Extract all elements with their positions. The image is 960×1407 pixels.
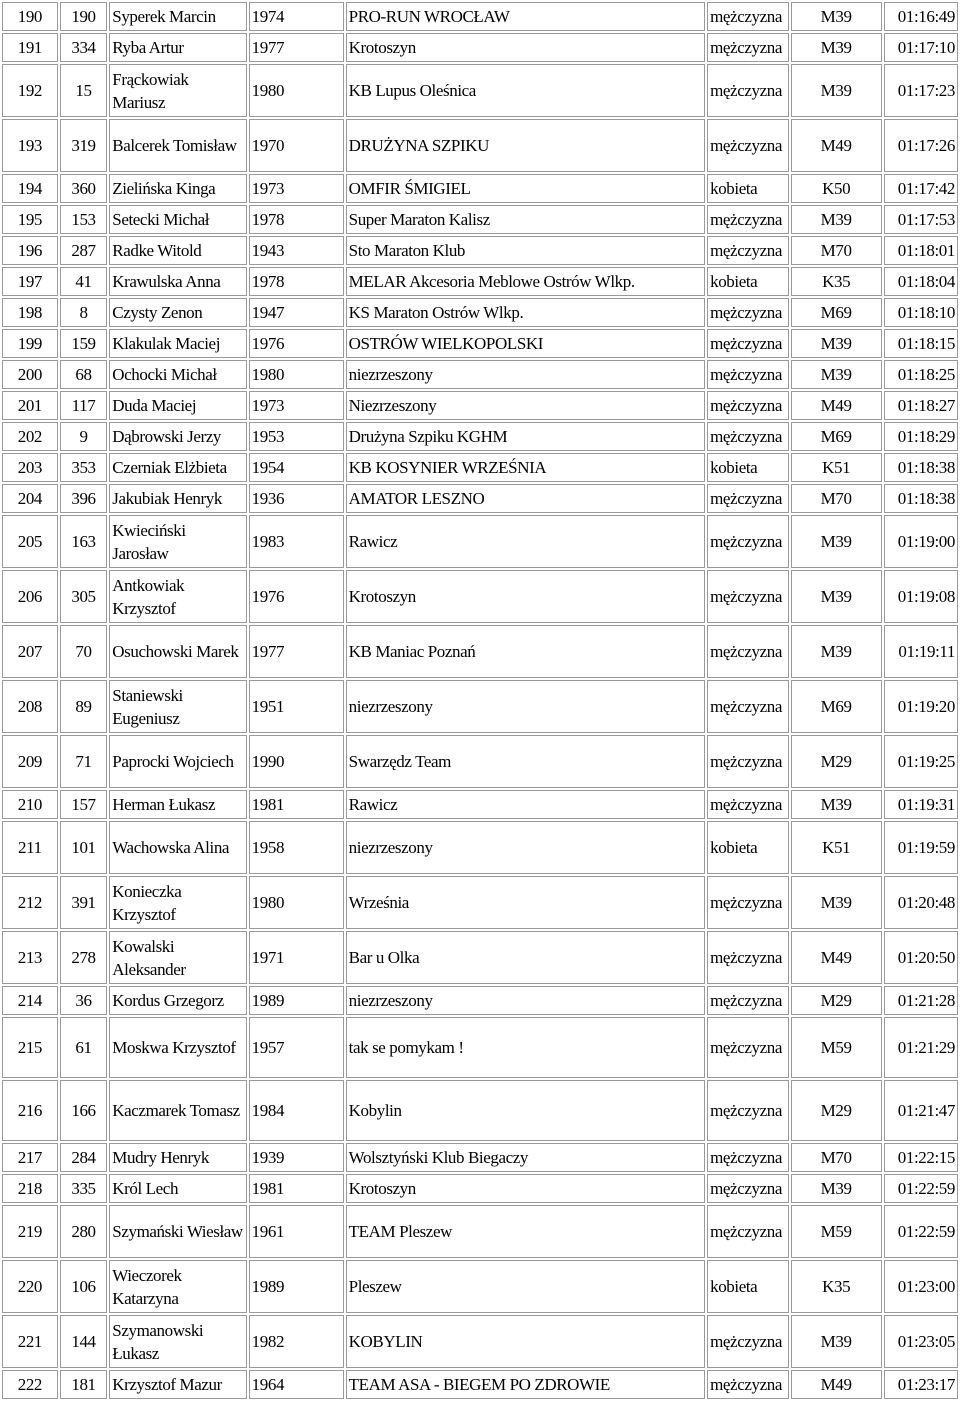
finish-time-cell: 01:17:10 [884,33,958,62]
gender-cell: kobieta [707,453,789,482]
birth-year-cell: 1981 [249,790,344,819]
name-cell: Czysty Zenon [109,298,246,327]
table-row [2,1260,958,1313]
name-cell: Jakubiak Henryk [109,484,246,513]
category-cell: M39 [791,329,882,358]
name-cell: Setecki Michał [109,205,246,234]
position-cell: 216 [2,1080,58,1141]
finish-time-cell: 01:17:42 [884,174,958,203]
position-cell: 205 [2,515,58,568]
gender-cell: mężczyzna [707,33,789,62]
bib-number-cell: 61 [60,1017,108,1078]
finish-time-cell: 01:21:47 [884,1080,958,1141]
finish-time-cell: 01:19:08 [884,570,958,623]
club-cell: Września [346,876,705,929]
position-cell: 207 [2,625,58,678]
gender-cell: mężczyzna [707,484,789,513]
club-cell: Drużyna Szpiku KGHM [346,422,705,451]
table-row [2,790,958,819]
gender-cell: mężczyzna [707,735,789,788]
bib-number-cell: 280 [60,1205,108,1258]
birth-year-cell: 1984 [249,1080,344,1141]
club-cell: Rawicz [346,790,705,819]
category-cell: M29 [791,1080,882,1141]
bib-number-cell: 70 [60,625,108,678]
club-cell: niezrzeszony [346,360,705,389]
birth-year-cell: 1957 [249,1017,344,1078]
gender-cell: mężczyzna [707,422,789,451]
category-cell: M70 [791,1143,882,1172]
bib-number-cell: 353 [60,453,108,482]
table-row [2,1143,958,1172]
bib-number-cell: 8 [60,298,108,327]
table-row [2,174,958,203]
table-row [2,1174,958,1203]
table-row [2,1017,958,1078]
name-cell: Zielińska Kinga [109,174,246,203]
gender-cell: kobieta [707,174,789,203]
bib-number-cell: 334 [60,33,108,62]
gender-cell: mężczyzna [707,931,789,984]
table-row [2,1315,958,1368]
name-cell: Kaczmarek Tomasz [109,1080,246,1141]
name-cell: Krawulska Anna [109,267,246,296]
club-cell: Pleszew [346,1260,705,1313]
finish-time-cell: 01:17:23 [884,64,958,117]
club-cell: AMATOR LESZNO [346,484,705,513]
gender-cell: mężczyzna [707,1205,789,1258]
birth-year-cell: 1953 [249,422,344,451]
bib-number-cell: 166 [60,1080,108,1141]
bib-number-cell: 41 [60,267,108,296]
position-cell: 200 [2,360,58,389]
position-cell: 201 [2,391,58,420]
club-cell: TEAM Pleszew [346,1205,705,1258]
bib-number-cell: 101 [60,821,108,874]
name-cell: Wieczorek Katarzyna [109,1260,246,1313]
club-cell: Wolsztyński Klub Biegaczy [346,1143,705,1172]
gender-cell: mężczyzna [707,515,789,568]
birth-year-cell: 1978 [249,205,344,234]
table-row [2,267,958,296]
table-row [2,205,958,234]
position-cell: 199 [2,329,58,358]
birth-year-cell: 1973 [249,391,344,420]
table-row [2,33,958,62]
gender-cell: mężczyzna [707,64,789,117]
birth-year-cell: 1961 [249,1205,344,1258]
name-cell: Paprocki Wojciech [109,735,246,788]
club-cell: OSTRÓW WIELKOPOLSKI [346,329,705,358]
table-row [2,298,958,327]
category-cell: M39 [791,876,882,929]
bib-number-cell: 163 [60,515,108,568]
finish-time-cell: 01:23:00 [884,1260,958,1313]
table-row [2,453,958,482]
category-cell: M69 [791,298,882,327]
position-cell: 203 [2,453,58,482]
name-cell: Konieczka Krzysztof [109,876,246,929]
table-row [2,329,958,358]
birth-year-cell: 1939 [249,1143,344,1172]
table-row [2,119,958,172]
birth-year-cell: 1981 [249,1174,344,1203]
position-cell: 218 [2,1174,58,1203]
club-cell: DRUŻYNA SZPIKU [346,119,705,172]
name-cell: Kordus Grzegorz [109,986,246,1015]
birth-year-cell: 1943 [249,236,344,265]
category-cell: M59 [791,1017,882,1078]
club-cell: Swarzędz Team [346,735,705,788]
finish-time-cell: 01:18:04 [884,267,958,296]
category-cell: M39 [791,33,882,62]
club-cell: MELAR Akcesoria Meblowe Ostrów Wlkp. [346,267,705,296]
club-cell: OMFIR ŚMIGIEL [346,174,705,203]
finish-time-cell: 01:19:20 [884,680,958,733]
club-cell: Bar u Olka [346,931,705,984]
bib-number-cell: 360 [60,174,108,203]
bib-number-cell: 181 [60,1370,108,1399]
club-cell: niezrzeszony [346,986,705,1015]
finish-time-cell: 01:16:49 [884,2,958,31]
name-cell: Klakulak Maciej [109,329,246,358]
name-cell: Duda Maciej [109,391,246,420]
table-row [2,931,958,984]
finish-time-cell: 01:19:25 [884,735,958,788]
category-cell: M39 [791,515,882,568]
bib-number-cell: 287 [60,236,108,265]
position-cell: 195 [2,205,58,234]
name-cell: Frąckowiak Mariusz [109,64,246,117]
finish-time-cell: 01:23:17 [884,1370,958,1399]
birth-year-cell: 1982 [249,1315,344,1368]
table-row [2,986,958,1015]
name-cell: Herman Łukasz [109,790,246,819]
category-cell: M69 [791,422,882,451]
club-cell: niezrzeszony [346,680,705,733]
position-cell: 212 [2,876,58,929]
club-cell: KB Maniac Poznań [346,625,705,678]
club-cell: PRO-RUN WROCŁAW [346,2,705,31]
gender-cell: mężczyzna [707,1017,789,1078]
bib-number-cell: 9 [60,422,108,451]
category-cell: K35 [791,1260,882,1313]
finish-time-cell: 01:18:10 [884,298,958,327]
position-cell: 217 [2,1143,58,1172]
table-row [2,236,958,265]
position-cell: 204 [2,484,58,513]
finish-time-cell: 01:19:00 [884,515,958,568]
name-cell: Wachowska Alina [109,821,246,874]
birth-year-cell: 1958 [249,821,344,874]
position-cell: 221 [2,1315,58,1368]
table-row [2,360,958,389]
gender-cell: mężczyzna [707,2,789,31]
club-cell: KOBYLIN [346,1315,705,1368]
category-cell: M29 [791,735,882,788]
bib-number-cell: 15 [60,64,108,117]
position-cell: 198 [2,298,58,327]
name-cell: Szymański Wiesław [109,1205,246,1258]
name-cell: Radke Witold [109,236,246,265]
table-row [2,1205,958,1258]
finish-time-cell: 01:17:53 [884,205,958,234]
bib-number-cell: 190 [60,2,108,31]
birth-year-cell: 1947 [249,298,344,327]
table-row [2,391,958,420]
birth-year-cell: 1973 [249,174,344,203]
category-cell: M39 [791,64,882,117]
bib-number-cell: 36 [60,986,108,1015]
bib-number-cell: 159 [60,329,108,358]
finish-time-cell: 01:17:26 [884,119,958,172]
table-row [2,735,958,788]
bib-number-cell: 153 [60,205,108,234]
name-cell: Moskwa Krzysztof [109,1017,246,1078]
gender-cell: mężczyzna [707,1143,789,1172]
birth-year-cell: 1976 [249,329,344,358]
gender-cell: mężczyzna [707,329,789,358]
name-cell: Antkowiak Krzysztof [109,570,246,623]
birth-year-cell: 1989 [249,986,344,1015]
finish-time-cell: 01:18:38 [884,453,958,482]
bib-number-cell: 284 [60,1143,108,1172]
gender-cell: mężczyzna [707,1174,789,1203]
birth-year-cell: 1980 [249,876,344,929]
birth-year-cell: 1970 [249,119,344,172]
club-cell: Krotoszyn [346,570,705,623]
category-cell: M49 [791,119,882,172]
name-cell: Czerniak Elżbieta [109,453,246,482]
finish-time-cell: 01:19:31 [884,790,958,819]
results-body [2,2,958,1399]
position-cell: 202 [2,422,58,451]
birth-year-cell: 1980 [249,360,344,389]
position-cell: 193 [2,119,58,172]
club-cell: Sto Maraton Klub [346,236,705,265]
category-cell: K50 [791,174,882,203]
table-row [2,515,958,568]
table-row [2,680,958,733]
name-cell: Krzysztof Mazur [109,1370,246,1399]
birth-year-cell: 1936 [249,484,344,513]
bib-number-cell: 305 [60,570,108,623]
category-cell: M39 [791,790,882,819]
birth-year-cell: 1954 [249,453,344,482]
table-row [2,570,958,623]
club-cell: Rawicz [346,515,705,568]
name-cell: Kwieciński Jarosław [109,515,246,568]
table-row [2,422,958,451]
finish-time-cell: 01:22:59 [884,1205,958,1258]
gender-cell: mężczyzna [707,391,789,420]
club-cell: TEAM ASA - BIEGEM PO ZDROWIE [346,1370,705,1399]
birth-year-cell: 1983 [249,515,344,568]
position-cell: 215 [2,1017,58,1078]
bib-number-cell: 335 [60,1174,108,1203]
gender-cell: mężczyzna [707,790,789,819]
name-cell: Syperek Marcin [109,2,246,31]
club-cell: Krotoszyn [346,33,705,62]
position-cell: 214 [2,986,58,1015]
category-cell: M69 [791,680,882,733]
position-cell: 211 [2,821,58,874]
name-cell: Dąbrowski Jerzy [109,422,246,451]
category-cell: M39 [791,1315,882,1368]
club-cell: Super Maraton Kalisz [346,205,705,234]
table-row [2,64,958,117]
position-cell: 206 [2,570,58,623]
finish-time-cell: 01:19:59 [884,821,958,874]
category-cell: M49 [791,931,882,984]
birth-year-cell: 1976 [249,570,344,623]
table-row [2,876,958,929]
birth-year-cell: 1978 [249,267,344,296]
position-cell: 220 [2,1260,58,1313]
birth-year-cell: 1989 [249,1260,344,1313]
position-cell: 196 [2,236,58,265]
category-cell: K35 [791,267,882,296]
position-cell: 219 [2,1205,58,1258]
club-cell: KB Lupus Oleśnica [346,64,705,117]
finish-time-cell: 01:19:11 [884,625,958,678]
bib-number-cell: 319 [60,119,108,172]
name-cell: Kowalski Aleksander [109,931,246,984]
position-cell: 197 [2,267,58,296]
position-cell: 192 [2,64,58,117]
position-cell: 194 [2,174,58,203]
finish-time-cell: 01:22:15 [884,1143,958,1172]
club-cell: Krotoszyn [346,1174,705,1203]
name-cell: Ryba Artur [109,33,246,62]
finish-time-cell: 01:18:15 [884,329,958,358]
bib-number-cell: 278 [60,931,108,984]
bib-number-cell: 71 [60,735,108,788]
category-cell: M59 [791,1205,882,1258]
category-cell: M49 [791,391,882,420]
category-cell: M70 [791,236,882,265]
name-cell: Staniewski Eugeniusz [109,680,246,733]
table-row [2,1370,958,1399]
bib-number-cell: 117 [60,391,108,420]
club-cell: Kobylin [346,1080,705,1141]
club-cell: tak se pomykam ! [346,1017,705,1078]
bib-number-cell: 391 [60,876,108,929]
gender-cell: mężczyzna [707,986,789,1015]
gender-cell: kobieta [707,821,789,874]
category-cell: M39 [791,205,882,234]
table-row [2,2,958,31]
category-cell: M39 [791,360,882,389]
gender-cell: mężczyzna [707,680,789,733]
position-cell: 213 [2,931,58,984]
gender-cell: kobieta [707,267,789,296]
name-cell: Król Lech [109,1174,246,1203]
name-cell: Szymanowski Łukasz [109,1315,246,1368]
bib-number-cell: 68 [60,360,108,389]
category-cell: K51 [791,821,882,874]
position-cell: 191 [2,33,58,62]
club-cell: Niezrzeszony [346,391,705,420]
gender-cell: mężczyzna [707,236,789,265]
gender-cell: kobieta [707,1260,789,1313]
position-cell: 209 [2,735,58,788]
birth-year-cell: 1971 [249,931,344,984]
finish-time-cell: 01:23:05 [884,1315,958,1368]
gender-cell: mężczyzna [707,119,789,172]
table-row [2,1080,958,1141]
finish-time-cell: 01:18:38 [884,484,958,513]
club-cell: KB KOSYNIER WRZEŚNIA [346,453,705,482]
table-row [2,625,958,678]
finish-time-cell: 01:18:27 [884,391,958,420]
bib-number-cell: 157 [60,790,108,819]
birth-year-cell: 1977 [249,625,344,678]
category-cell: M70 [791,484,882,513]
gender-cell: mężczyzna [707,298,789,327]
gender-cell: mężczyzna [707,1315,789,1368]
bib-number-cell: 106 [60,1260,108,1313]
birth-year-cell: 1990 [249,735,344,788]
birth-year-cell: 1964 [249,1370,344,1399]
bib-number-cell: 144 [60,1315,108,1368]
finish-time-cell: 01:21:28 [884,986,958,1015]
finish-time-cell: 01:20:48 [884,876,958,929]
finish-time-cell: 01:18:25 [884,360,958,389]
table-row [2,821,958,874]
birth-year-cell: 1980 [249,64,344,117]
gender-cell: mężczyzna [707,360,789,389]
category-cell: M39 [791,570,882,623]
position-cell: 190 [2,2,58,31]
gender-cell: mężczyzna [707,625,789,678]
name-cell: Osuchowski Marek [109,625,246,678]
category-cell: M39 [791,625,882,678]
category-cell: M39 [791,1174,882,1203]
finish-time-cell: 01:18:01 [884,236,958,265]
name-cell: Mudry Henryk [109,1143,246,1172]
gender-cell: mężczyzna [707,1370,789,1399]
category-cell: K51 [791,453,882,482]
birth-year-cell: 1951 [249,680,344,733]
gender-cell: mężczyzna [707,205,789,234]
gender-cell: mężczyzna [707,1080,789,1141]
finish-time-cell: 01:20:50 [884,931,958,984]
category-cell: M49 [791,1370,882,1399]
finish-time-cell: 01:18:29 [884,422,958,451]
birth-year-cell: 1977 [249,33,344,62]
bib-number-cell: 396 [60,484,108,513]
name-cell: Balcerek Tomisław [109,119,246,172]
bib-number-cell: 89 [60,680,108,733]
club-cell: KS Maraton Ostrów Wlkp. [346,298,705,327]
category-cell: M39 [791,2,882,31]
name-cell: Ochocki Michał [109,360,246,389]
position-cell: 222 [2,1370,58,1399]
position-cell: 210 [2,790,58,819]
finish-time-cell: 01:21:29 [884,1017,958,1078]
category-cell: M29 [791,986,882,1015]
finish-time-cell: 01:22:59 [884,1174,958,1203]
club-cell: niezrzeszony [346,821,705,874]
table-row [2,484,958,513]
birth-year-cell: 1974 [249,2,344,31]
gender-cell: mężczyzna [707,876,789,929]
gender-cell: mężczyzna [707,570,789,623]
position-cell: 208 [2,680,58,733]
